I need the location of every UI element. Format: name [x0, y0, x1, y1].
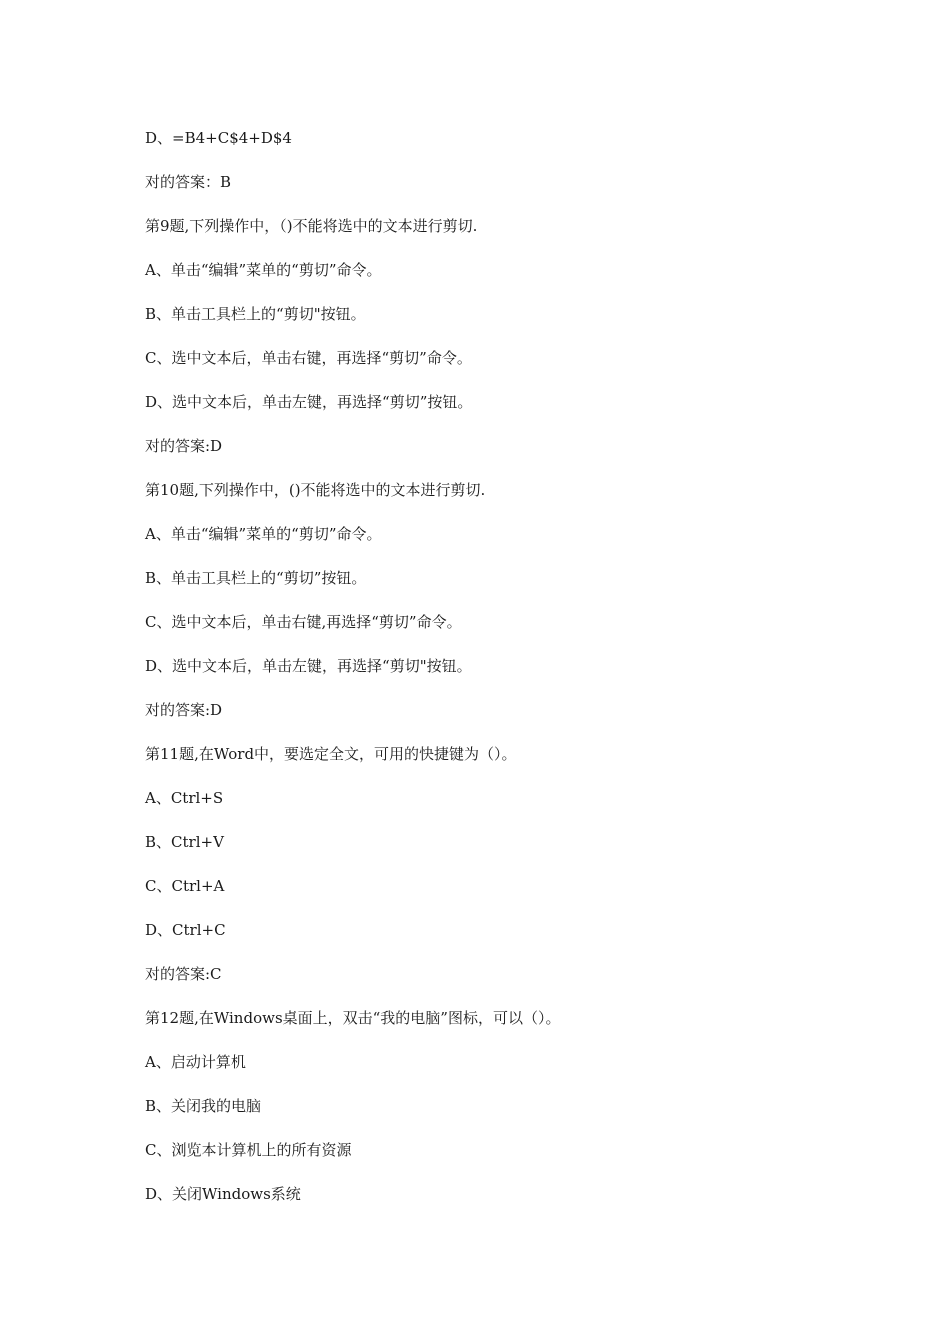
question-12: 第12题,在Windows桌面上，双击“我的电脑”图标，可以（）。	[145, 1009, 561, 1027]
q9-option-d: D、选中文本后，单击左键，再选择“剪切”按钮。	[145, 393, 473, 411]
q12-option-b: B、关闭我的电脑	[145, 1097, 262, 1115]
q9-answer: 对的答案:D	[145, 437, 223, 455]
option-d-line: D、=B4+C$4+D$4	[145, 129, 292, 147]
q10-option-d: D、选中文本后，单击左键，再选择“剪切"按钮。	[145, 657, 472, 675]
q10-option-b: B、单击工具栏上的“剪切”按钮。	[145, 569, 367, 587]
q11-option-b: B、Ctrl+V	[145, 833, 224, 851]
question-10: 第10题,下列操作中，()不能将选中的文本进行剪切.	[145, 481, 486, 499]
q12-option-c: C、浏览本计算机上的所有资源	[145, 1141, 352, 1159]
q9-option-c: C、选中文本后，单击右键，再选择“剪切”命令。	[145, 349, 472, 367]
q9-option-a: A、单击“编辑”菜单的“剪切”命令。	[145, 261, 382, 279]
q9-option-b: B、单击工具栏上的“剪切"按钮。	[145, 305, 366, 323]
q10-option-c: C、选中文本后，单击右键,再选择“剪切”命令。	[145, 613, 462, 631]
question-11: 第11题,在Word中，要选定全文，可用的快捷键为（）。	[145, 745, 517, 763]
q10-option-a: A、单击“编辑”菜单的“剪切”命令。	[145, 525, 382, 543]
q11-option-c: C、Ctrl+A	[145, 877, 225, 895]
answer-line: 对的答案：B	[145, 173, 232, 191]
q12-option-d: D、关闭Windows系统	[145, 1185, 301, 1203]
q10-answer: 对的答案:D	[145, 701, 223, 719]
question-9: 第9题,下列操作中，（)不能将选中的文本进行剪切.	[145, 217, 478, 235]
q11-option-d: D、Ctrl+C	[145, 921, 226, 939]
q11-answer: 对的答案:C	[145, 965, 222, 983]
q12-option-a: A、启动计算机	[145, 1053, 246, 1071]
q11-option-a: A、Ctrl+S	[145, 789, 224, 807]
